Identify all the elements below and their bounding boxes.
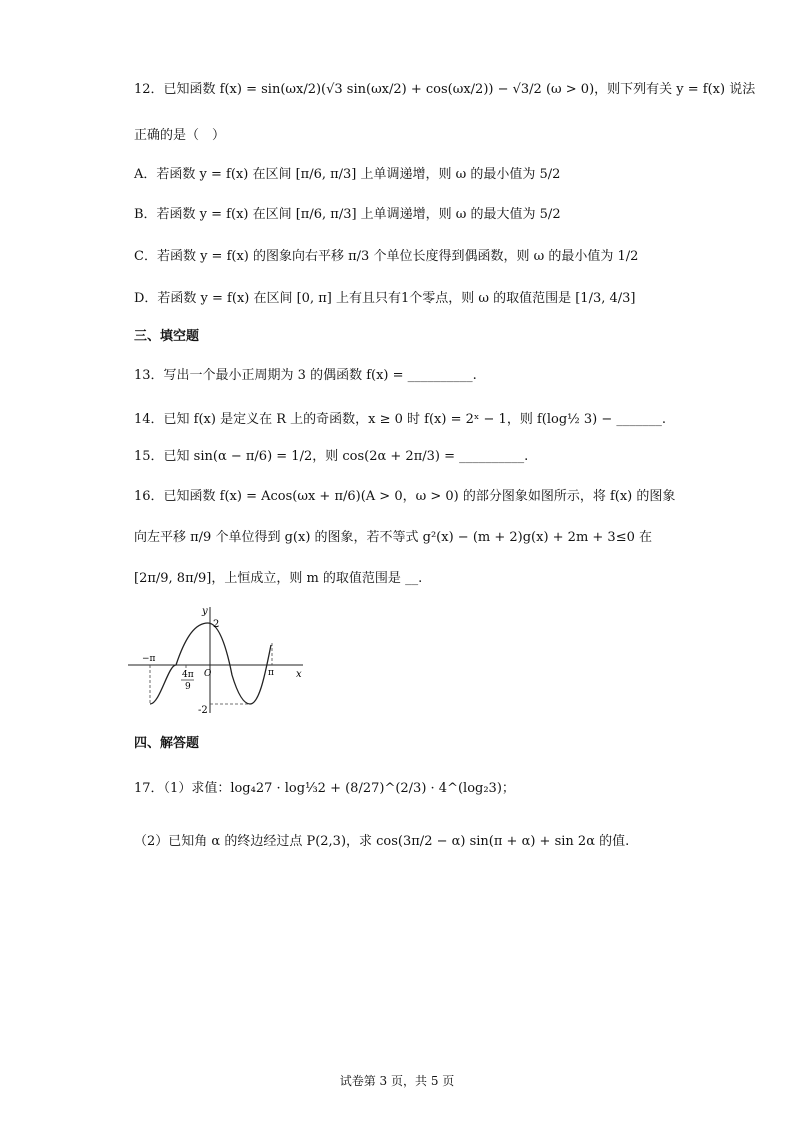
q13: 13．写出一个最小正周期为 3 的偶函数 f(x) = __________.: [134, 368, 477, 383]
q12-option-c: C．若函数 y = f(x) 的图象向右平移 π/3 个单位长度得到偶函数，则 ω 的最小值为 1/2: [134, 249, 639, 264]
q17-part2: （2）已知角 α 的终边经过点 P(2,3)，求 cos(3π/2 − α) sin(π + α) + sin 2α 的值.: [134, 834, 630, 849]
section-answer-title: 四、解答题: [134, 736, 200, 751]
q12-stem-cont: 正确的是（ ）: [134, 128, 226, 143]
origin-label: O: [204, 669, 212, 679]
page-footer: 试卷第 3 页，共 5 页: [339, 1074, 455, 1088]
q16-function-graph: [128, 605, 308, 715]
tick-label-pi: π: [268, 668, 274, 678]
q16-line2: 向左平移 π/9 个单位得到 g(x) 的图象，若不等式 g²(x) − (m + 2)g(x) + 2m + 3≤0 在: [134, 530, 652, 545]
q12-option-d: D．若函数 y = f(x) 在区间 [0, π] 上有且只有1个零点，则 ω 的取值范围是 [1/3, 4/3]: [134, 291, 636, 306]
q15: 15．已知 sin(α − π/6) = 1/2，则 cos(2α + 2π/3) = __________.: [134, 449, 529, 464]
q12-stem: 12．已知函数 f(x) = sin(ωx/2)(√3 sin(ωx/2) + cos(ωx/2)) − √3/2 (ω > 0)，则下列有关 y = f(x) 说法: [134, 82, 756, 97]
q17-part1: 17．（1）求值：log₄27 · log⅓2 + (8/27)^(2/3) · 4^(log₂3)；: [134, 781, 515, 796]
tick-label-neg-pi: −π: [142, 654, 156, 664]
q12-option-b: B．若函数 y = f(x) 在区间 [π/6, π/3] 上单调递增，则 ω 的最大值为 5/2: [134, 207, 561, 222]
q12-option-a: A．若函数 y = f(x) 在区间 [π/6, π/3] 上单调递增，则 ω 的最小值为 5/2: [134, 167, 561, 182]
q16-line1: 16．已知函数 f(x) = Acos(ωx + π/6)(A > 0，ω > 0) 的部分图象如图所示，将 f(x) 的图象: [134, 489, 676, 504]
tick-label-bottom: -2: [198, 705, 208, 715]
tick-label-4pi9-denominator: 9: [185, 682, 191, 692]
y-axis-label: y: [202, 606, 208, 617]
x-axis-label: x: [296, 669, 302, 680]
q14: 14．已知 f(x) 是定义在 R 上的奇函数，x ≥ 0 时 f(x) = 2ˣ − 1，则 f(log½ 3) − _______.: [134, 412, 667, 427]
tick-label-4pi9-numerator: 4π: [182, 670, 194, 680]
section-fill-in-title: 三、填空题: [134, 329, 200, 344]
q16-line3: [2π/9, 8π/9]，上恒成立，则 m 的取值范围是 __.: [134, 571, 423, 586]
tick-label-top: 2: [213, 619, 220, 630]
